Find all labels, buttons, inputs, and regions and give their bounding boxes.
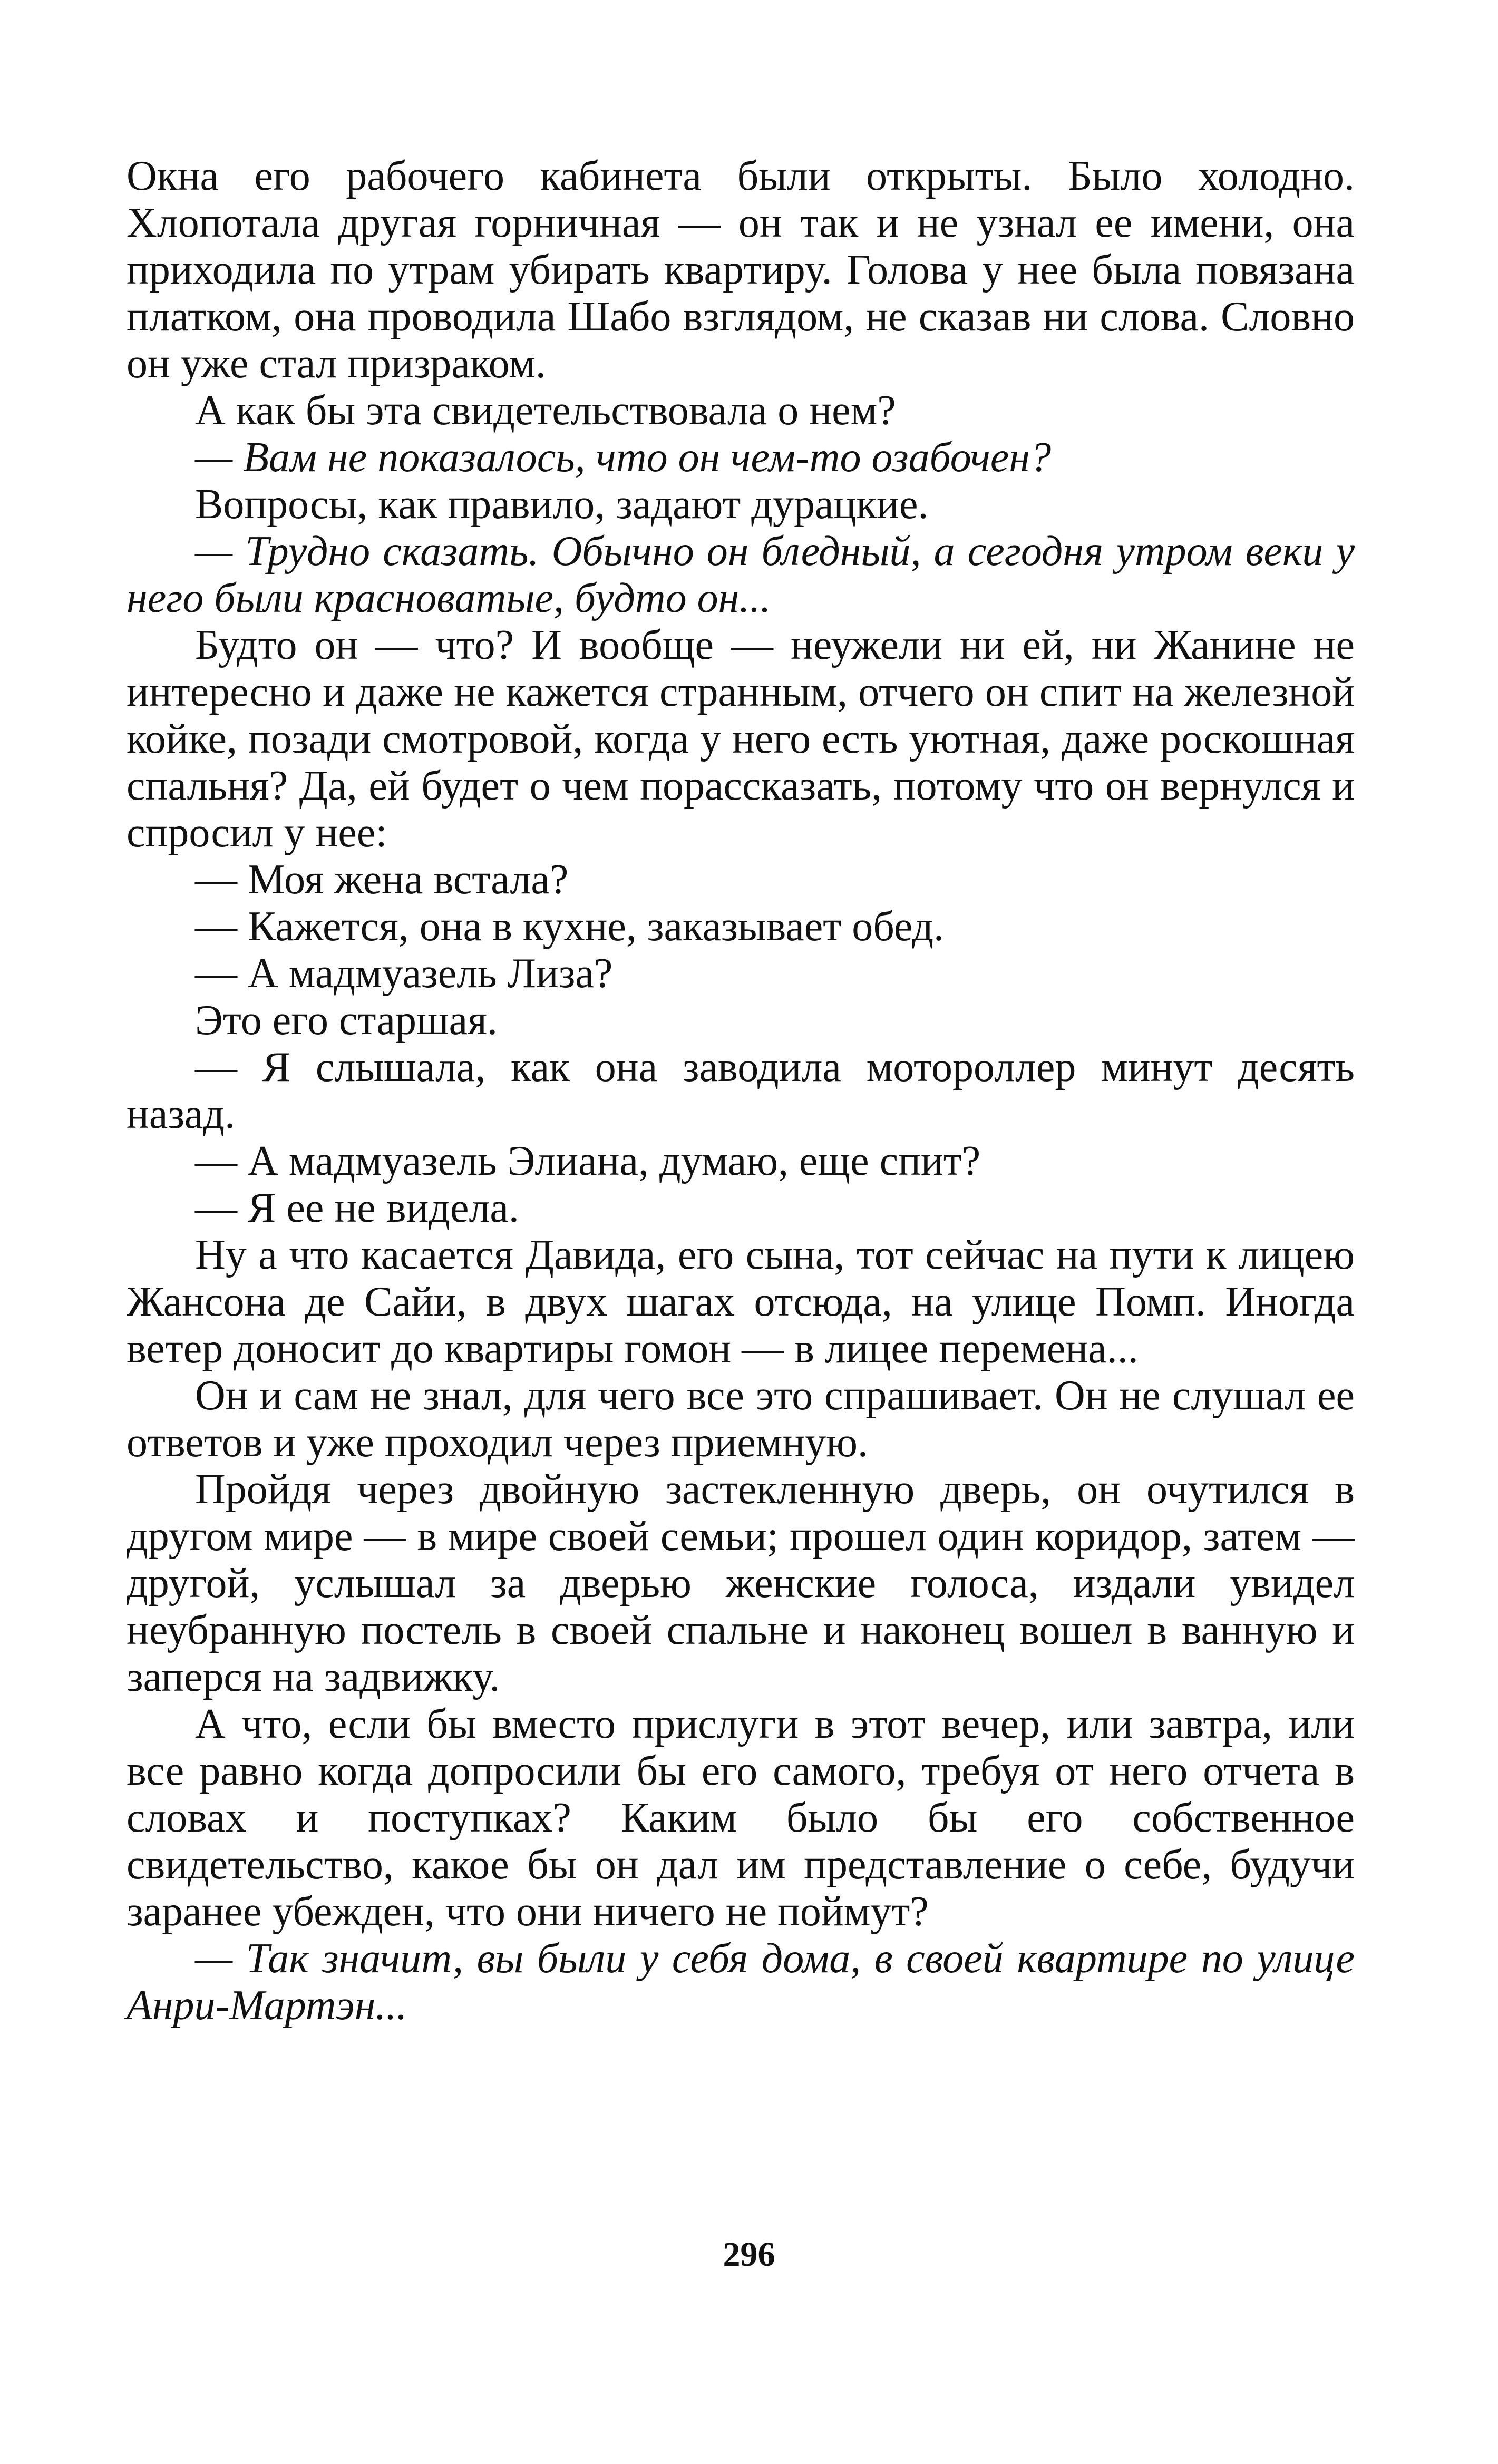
paragraph-dialogue: — Кажется, она в кухне, заказывает обед. bbox=[195, 903, 945, 950]
paragraph: Он и сам не знал, для чего все это спрашивает. Он не слушал ее ответов и уже проходил через приемную. bbox=[127, 1372, 1355, 1466]
paragraph-dialogue: — А мадмуазель Элиана, думаю, еще спит? bbox=[195, 1138, 981, 1184]
page-number: 296 bbox=[723, 2235, 775, 2274]
paragraph-dialogue: — Трудно сказать. Обычно он бледный, а сегодня утром веки у него были красноватые, будто он... bbox=[127, 528, 1355, 621]
paragraph: Ну а что касается Давида, его сына, тот сейчас на пути к лицею Жансона де Сайи, в двух шагах отсюда, на улице Помп. Иногда ветер доносит до квартиры гомон — в лицее перемена... bbox=[127, 1232, 1355, 1372]
paragraph: Окна его рабочего кабинета были открыты. Было холодно. Хлопотала другая горничная — он так и не узнал ее имени, она приходила по утрам убирать квартиру. Голова у нее была повязана платком, она проводила Шабо взглядом, не сказав ни слова. Словно он уже стал призраком. bbox=[127, 153, 1355, 387]
page-body bbox=[127, 153, 1355, 2029]
paragraph-dialogue: — Я слышала, как она заводила мотороллер минут десять назад. bbox=[127, 1044, 1355, 1137]
paragraph: Это его старшая. bbox=[195, 997, 498, 1044]
paragraph-dialogue: — Вам не показалось, что он чем-то озабочен? bbox=[195, 434, 1052, 481]
paragraph: А как бы эта свидетельствовала о нем? bbox=[195, 387, 896, 434]
paragraph: Пройдя через двойную застекленную дверь, он очутился в другом мире — в мире своей семьи; прошел один коридор, затем — другой, услышал за дверью женские голоса, издали увидел неубранную постель в своей спальне и наконец вошел в ванную и заперся на задвижку. bbox=[127, 1466, 1355, 1700]
paragraph-dialogue: — Так значит, вы были у себя дома, в своей квартире по улице Анри-Мартэн... bbox=[127, 1935, 1355, 2029]
paragraph: А что, если бы вместо прислуги в этот вечер, или завтра, или все равно когда допросили бы его самого, требуя от него отчета в словах и поступках? Каким было бы его собственное свидетельство, какое бы он дал им представление о себе, будучи заранее убежден, что они ничего не поймут? bbox=[127, 1701, 1355, 1935]
paragraph-dialogue: — Моя жена встала? bbox=[195, 856, 569, 903]
paragraph: Вопросы, как правило, задают дурацкие. bbox=[195, 481, 929, 528]
paragraph-dialogue: — Я ее не видела. bbox=[195, 1185, 519, 1231]
paragraph-dialogue: — А мадмуазель Лиза? bbox=[195, 950, 613, 997]
paragraph: Будто он — что? И вообще — неужели ни ей, ни Жанине не интересно и даже не кажется странным, отчего он спит на железной койке, позади смотровой, когда у него есть уютная, даже роскошная спальня? Да, ей будет о чем порассказать, потому что он вернулся и спросил у нее: bbox=[127, 622, 1355, 856]
